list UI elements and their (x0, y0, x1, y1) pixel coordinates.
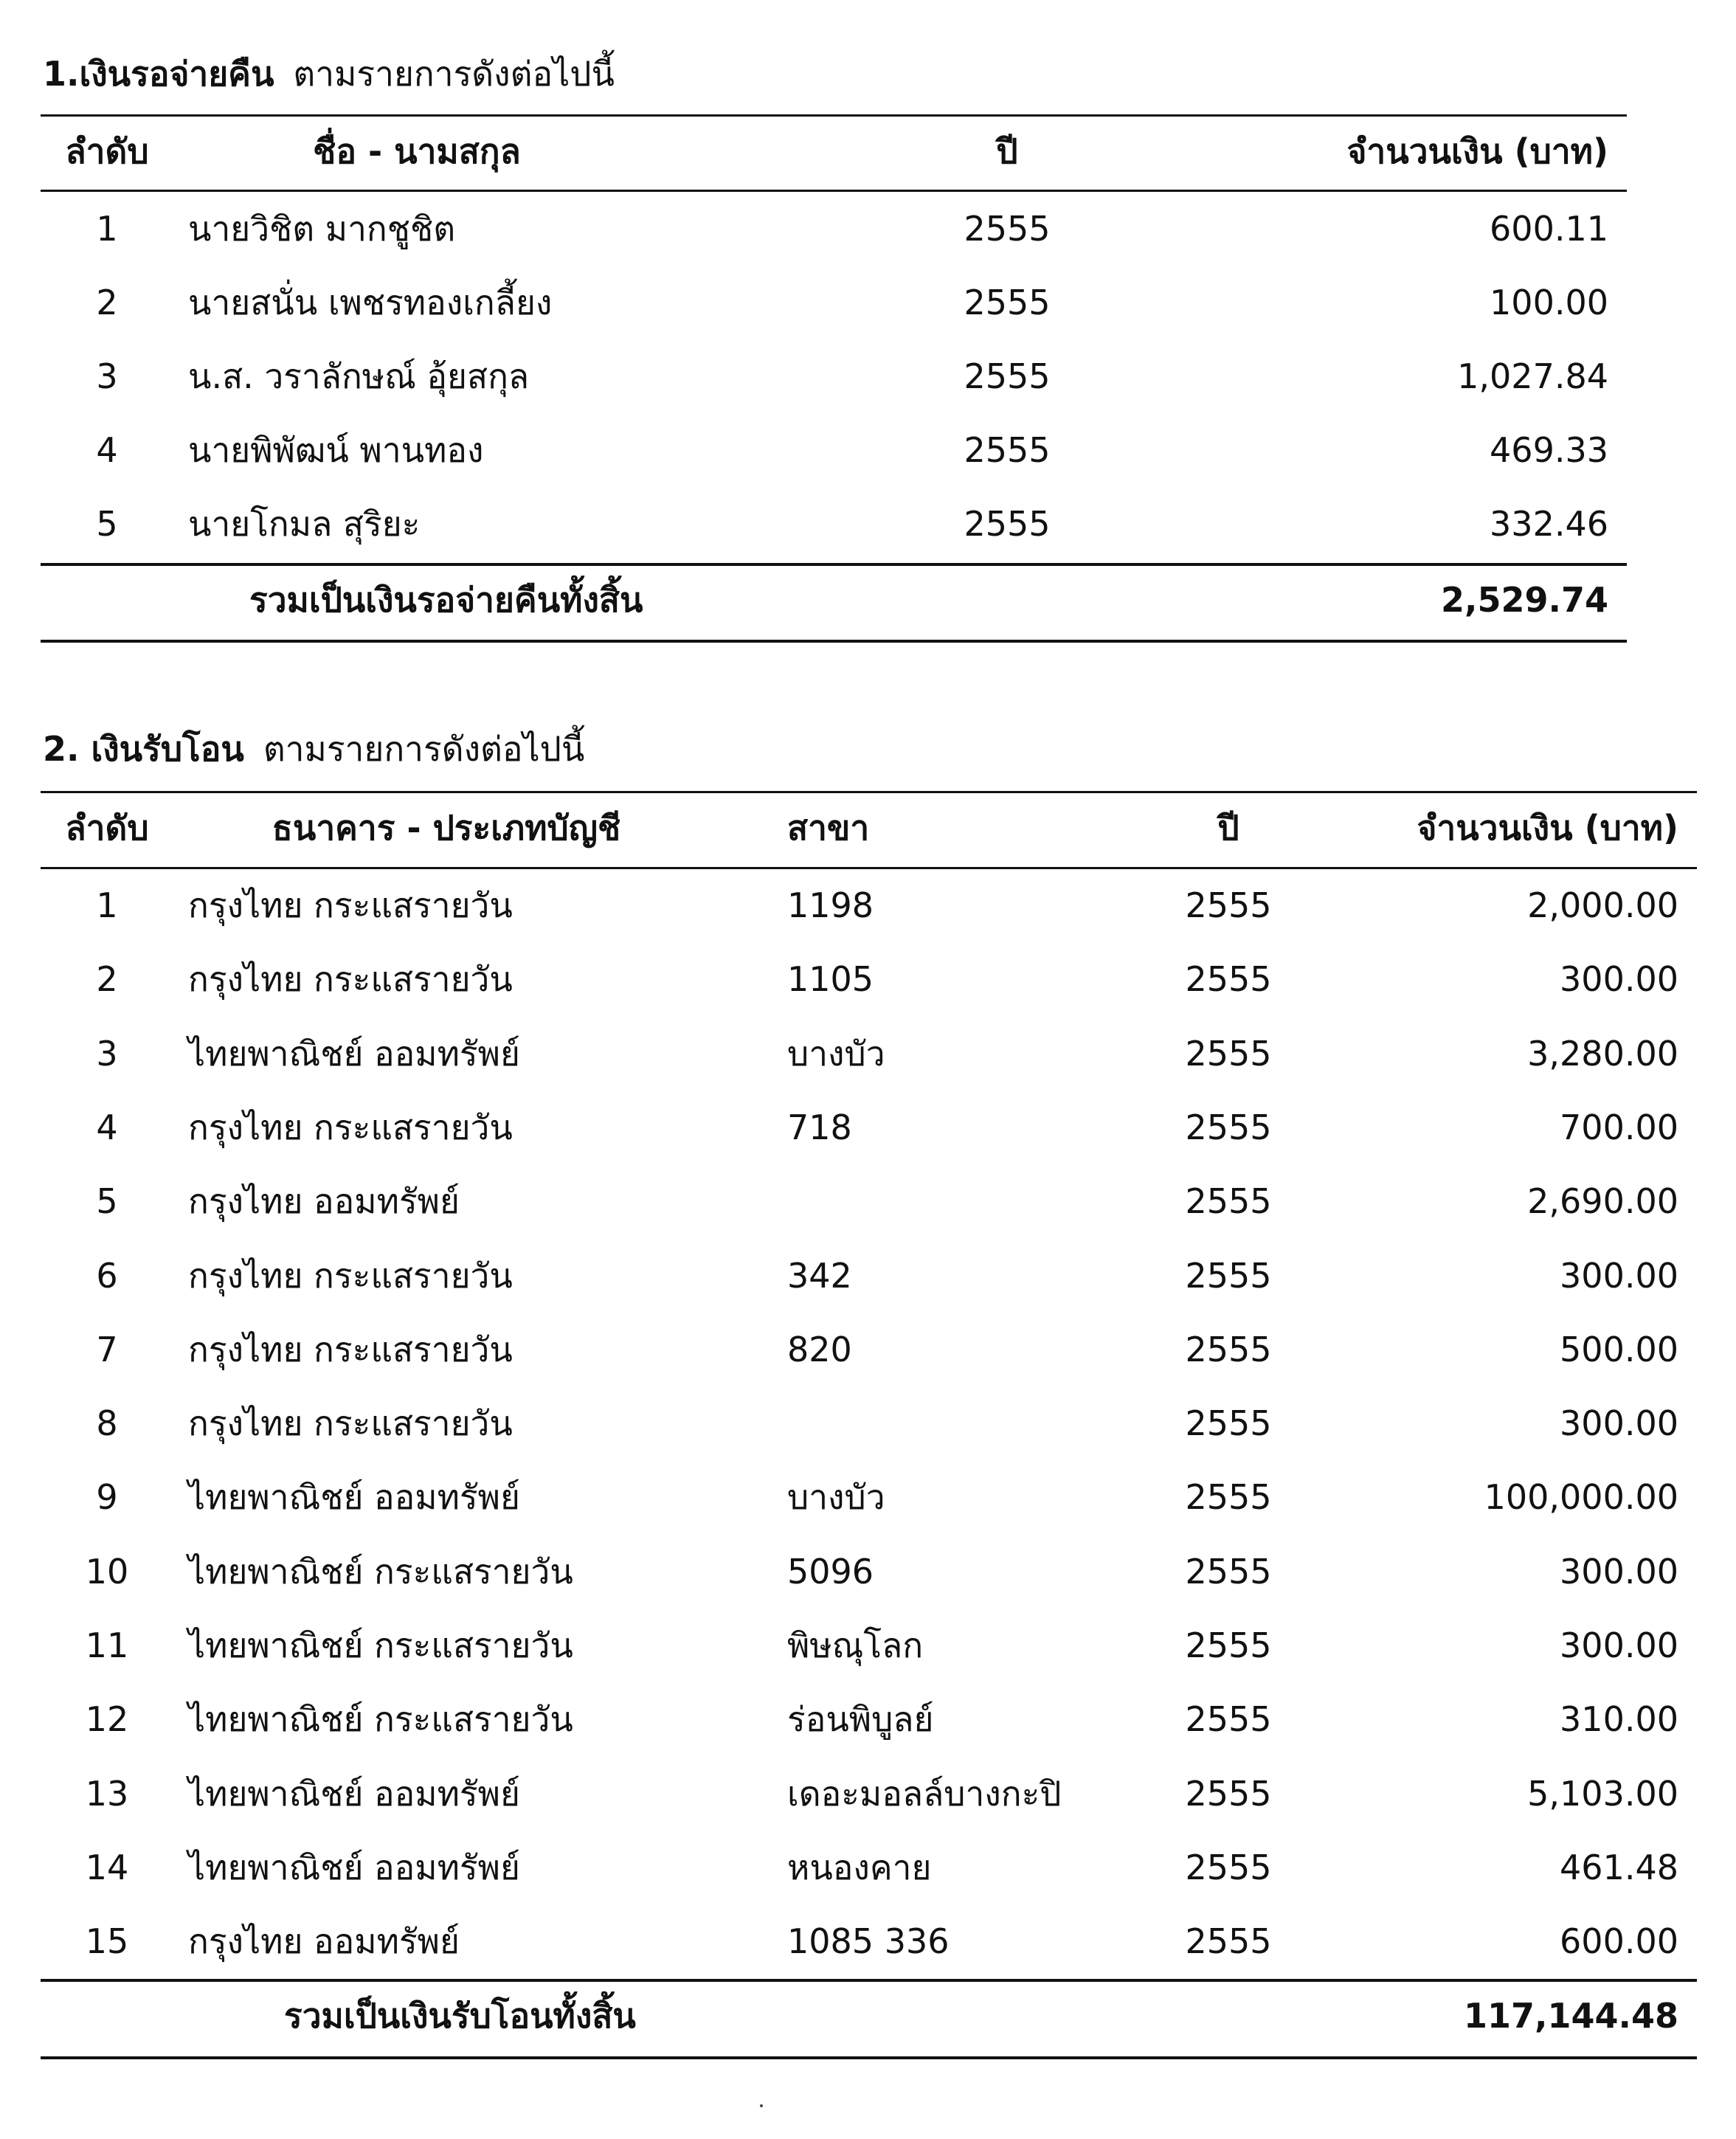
row-name: นายสนั่น เพชรทองเกลี้ยง (188, 283, 553, 322)
row-year: 2555 (1185, 1625, 1272, 1665)
row-year: 2555 (1185, 959, 1272, 999)
row-year: 2555 (964, 356, 1051, 396)
row-bank: ไทยพาณิชย์ ออมทรัพย์ (188, 1477, 520, 1517)
row-no: 8 (96, 1403, 118, 1443)
row-branch: บางบัว (787, 1034, 885, 1074)
row-bank: ไทยพาณิชย์ กระแสรายวัน (188, 1699, 573, 1739)
row-no: 1 (96, 209, 118, 249)
row-bank: ไทยพาณิชย์ ออมทรัพย์ (188, 1774, 520, 1814)
row-no: 6 (96, 1256, 118, 1296)
row-bank: กรุงไทย ออมทรัพย์ (188, 1921, 460, 1961)
row-no: 2 (96, 959, 118, 999)
total-rule (41, 1979, 1697, 1982)
row-name: นายโกมล สุริยะ (188, 504, 421, 544)
row-branch: 820 (787, 1330, 852, 1369)
row-year: 2555 (1185, 1699, 1272, 1739)
stray-dot (760, 2104, 763, 2107)
row-branch: เดอะมอลล์บางกะปิ (787, 1774, 1062, 1814)
row-amount: 500.00 (1560, 1330, 1678, 1369)
row-no: 1 (96, 885, 118, 925)
row-no: 12 (85, 1699, 129, 1739)
section2-title-rest: ตามรายการดังต่อไปนี้ (263, 729, 585, 769)
row-branch: 342 (787, 1256, 852, 1296)
row-year: 2555 (964, 504, 1051, 544)
row-year: 2555 (1185, 1107, 1272, 1147)
header-no: ลำดับ (65, 808, 149, 848)
row-amount: 5,103.00 (1527, 1774, 1678, 1814)
header-rule (41, 867, 1697, 869)
row-year: 2555 (1185, 1848, 1272, 1887)
row-amount: 469.33 (1490, 430, 1608, 470)
row-bank: กรุงไทย กระแสรายวัน (188, 1403, 513, 1443)
row-bank: กรุงไทย กระแสรายวัน (188, 885, 513, 925)
row-branch: 1198 (787, 885, 874, 925)
row-branch: หนองคาย (787, 1848, 932, 1887)
row-branch: พิษณุโลก (787, 1625, 924, 1665)
row-amount: 332.46 (1490, 504, 1608, 544)
row-year: 2555 (1185, 885, 1272, 925)
row-no: 5 (96, 504, 118, 544)
row-year: 2555 (1185, 1552, 1272, 1592)
header-year: ปี (996, 131, 1018, 171)
header-no: ลำดับ (65, 131, 149, 171)
row-amount: 2,690.00 (1527, 1181, 1678, 1221)
row-bank: ไทยพาณิชย์ กระแสรายวัน (188, 1625, 573, 1665)
header-amount: จำนวนเงิน (บาท) (1346, 131, 1608, 171)
row-no: 4 (96, 430, 118, 470)
row-year: 2555 (1185, 1477, 1272, 1517)
row-amount: 300.00 (1560, 959, 1678, 999)
table-top-rule (41, 114, 1627, 117)
row-no: 10 (85, 1552, 129, 1592)
row-bank: ไทยพาณิชย์ ออมทรัพย์ (188, 1848, 520, 1887)
refund-table (41, 114, 1627, 646)
row-no: 5 (96, 1181, 118, 1221)
section1-title-bold: 1.เงินรอจ่ายคืน (43, 54, 274, 94)
row-branch: บางบัว (787, 1477, 885, 1517)
header-name: ชื่อ - นามสกุล (313, 131, 521, 171)
row-name: นายพิพัฒน์ พานทอง (188, 430, 484, 470)
row-branch: 1105 (787, 959, 874, 999)
row-amount: 700.00 (1560, 1107, 1678, 1147)
row-no: 4 (96, 1107, 118, 1147)
row-no: 11 (85, 1625, 129, 1665)
row-amount: 461.48 (1560, 1848, 1678, 1887)
row-year: 2555 (964, 283, 1051, 322)
transfer-total-amount: 117,144.48 (1463, 1996, 1678, 2036)
row-no: 14 (85, 1848, 129, 1887)
row-amount: 2,000.00 (1527, 885, 1678, 925)
row-amount: 300.00 (1560, 1403, 1678, 1443)
header-branch: สาขา (787, 808, 870, 848)
row-year: 2555 (1185, 1403, 1272, 1443)
row-no: 9 (96, 1477, 118, 1517)
row-amount: 3,280.00 (1527, 1034, 1678, 1074)
row-amount: 300.00 (1560, 1552, 1678, 1592)
transfer-table (41, 791, 1697, 2067)
row-branch: 718 (787, 1107, 852, 1147)
row-bank: กรุงไทย กระแสรายวัน (188, 1330, 513, 1369)
table-top-rule (41, 791, 1697, 793)
row-amount: 310.00 (1560, 1699, 1678, 1739)
header-bank: ธนาคาร - ประเภทบัญชี (272, 808, 621, 848)
row-year: 2555 (1185, 1181, 1272, 1221)
row-name: นายวิชิต มากชูชิต (188, 209, 456, 249)
row-year: 2555 (1185, 1034, 1272, 1074)
row-bank: กรุงไทย กระแสรายวัน (188, 959, 513, 999)
header-year: ปี (1217, 808, 1239, 848)
table-bottom-rule (41, 2056, 1697, 2059)
row-amount: 1,027.84 (1457, 356, 1608, 396)
section1-title-rest: ตามรายการดังต่อไปนี้ (293, 54, 615, 94)
row-branch: 1085 336 (787, 1921, 950, 1961)
section1-title (43, 52, 615, 96)
row-bank: ไทยพาณิชย์ กระแสรายวัน (188, 1552, 573, 1592)
row-year: 2555 (1185, 1774, 1272, 1814)
header-amount: จำนวนเงิน (บาท) (1417, 808, 1678, 848)
row-amount: 300.00 (1560, 1625, 1678, 1665)
header-rule (41, 190, 1627, 192)
row-branch: 5096 (787, 1552, 874, 1592)
row-bank: ไทยพาณิชย์ ออมทรัพย์ (188, 1034, 520, 1074)
transfer-total-label: รวมเป็นเงินรับโอนทั้งสิ้น (284, 1996, 636, 2036)
row-no: 13 (85, 1774, 129, 1814)
row-year: 2555 (1185, 1330, 1272, 1369)
row-no: 3 (96, 1034, 118, 1074)
row-amount: 100.00 (1490, 283, 1608, 322)
section2-title (43, 727, 584, 771)
row-year: 2555 (1185, 1256, 1272, 1296)
row-name: น.ส. วราลักษณ์ อุ้ยสกุล (188, 356, 530, 396)
total-rule (41, 563, 1627, 566)
refund-total-label: รวมเป็นเงินรอจ่ายคืนทั้งสิ้น (249, 580, 643, 620)
row-no: 2 (96, 283, 118, 322)
table-bottom-rule (41, 640, 1627, 643)
row-no: 3 (96, 356, 118, 396)
row-year: 2555 (964, 209, 1051, 249)
row-no: 15 (85, 1921, 129, 1961)
row-amount: 600.11 (1490, 209, 1608, 249)
row-bank: กรุงไทย กระแสรายวัน (188, 1107, 513, 1147)
row-year: 2555 (1185, 1921, 1272, 1961)
section2-title-bold: 2. เงินรับโอน (43, 729, 244, 769)
row-branch: ร่อนพิบูลย์ (787, 1699, 934, 1739)
row-no: 7 (96, 1330, 118, 1369)
row-amount: 100,000.00 (1484, 1477, 1678, 1517)
row-bank: กรุงไทย ออมทรัพย์ (188, 1181, 460, 1221)
row-bank: กรุงไทย กระแสรายวัน (188, 1256, 513, 1296)
row-year: 2555 (964, 430, 1051, 470)
refund-total-amount: 2,529.74 (1441, 580, 1608, 620)
row-amount: 300.00 (1560, 1256, 1678, 1296)
row-amount: 600.00 (1560, 1921, 1678, 1961)
